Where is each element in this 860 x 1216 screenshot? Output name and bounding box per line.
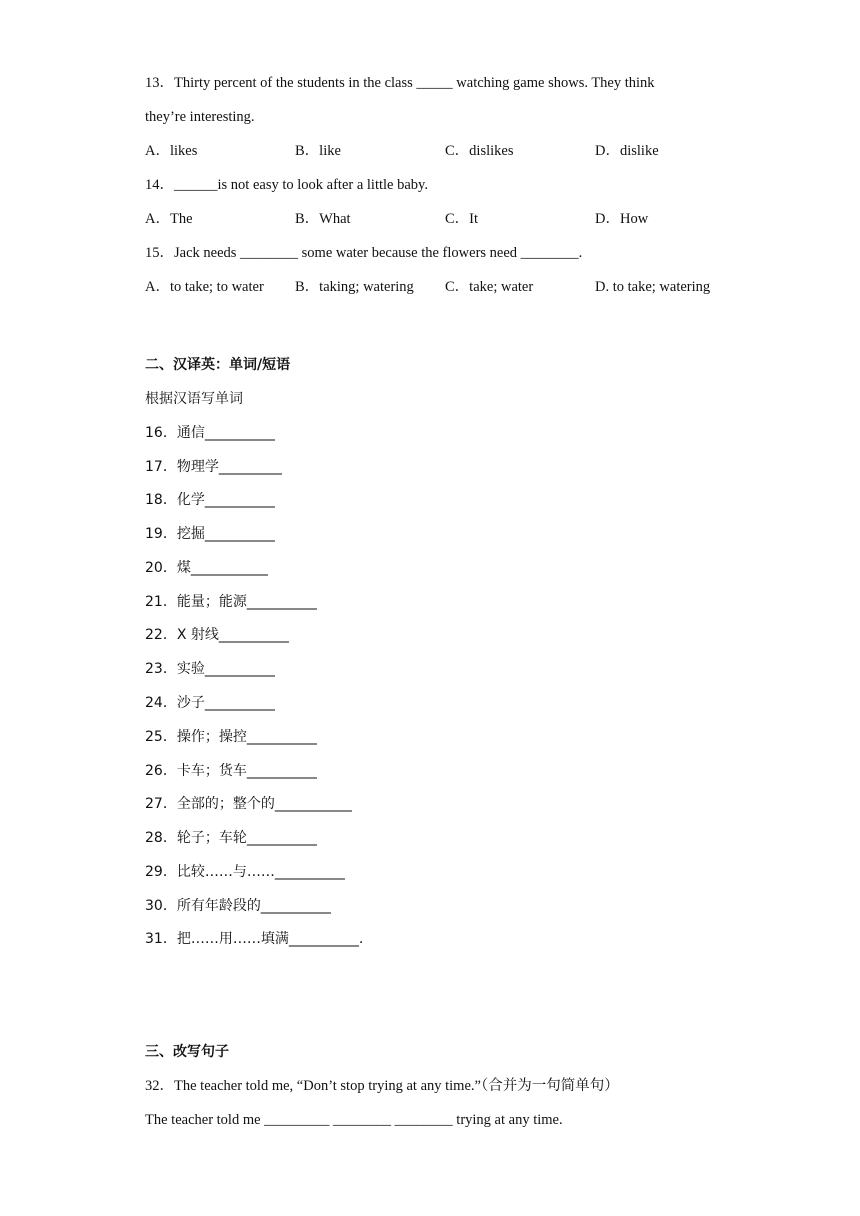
q32-answer-line: The teacher told me _________ ________ ________ trying at any time.	[145, 1112, 563, 1128]
q14-option-c[interactable]: C．It	[445, 211, 479, 227]
vocab-item: 24．沙子__________	[145, 695, 275, 711]
vocab-item: 30．所有年龄段的__________	[145, 898, 331, 914]
q13-option-d[interactable]: D．dislike	[595, 143, 659, 159]
q15-option-b[interactable]: B．taking; watering	[295, 279, 414, 295]
section2-heading: 二、汉译英：单词/短语	[145, 357, 291, 373]
vocab-item: 18．化学__________	[145, 492, 275, 508]
q14-option-a[interactable]: A．The	[145, 211, 193, 227]
q14-option-d[interactable]: D．How	[595, 211, 649, 227]
q14-option-b[interactable]: B．What	[295, 211, 351, 227]
q15-option-c[interactable]: C．take; water	[445, 279, 534, 295]
vocab-item: 27．全部的；整个的___________	[145, 796, 352, 812]
q14-text: 14．______is not easy to look after a little baby.	[145, 177, 428, 193]
section2-instruction: 根据汉语写单词	[145, 391, 243, 407]
q13-line2: they’re interesting.	[145, 109, 255, 125]
q15-option-a[interactable]: A．to take; to water	[145, 279, 264, 295]
section3-heading: 三、改写句子	[145, 1044, 229, 1060]
q13-option-a[interactable]: A．likes	[145, 143, 198, 159]
q15-option-d[interactable]: D. to take; watering	[595, 279, 711, 295]
vocab-item: 21．能量；能源__________	[145, 594, 317, 610]
vocab-item: 22．X 射线__________	[145, 627, 289, 643]
vocab-item: 19．挖掘__________	[145, 526, 275, 542]
vocab-item: 31．把……用……填满__________.	[145, 931, 364, 947]
vocab-item: 28．轮子；车轮__________	[145, 830, 317, 846]
q13-line1: 13．Thirty percent of the students in the class _____ watching game shows. They think	[145, 75, 655, 91]
q32-text: 32．The teacher told me, “Don’t stop trying at any time.”（合并为一句简单句）	[145, 1078, 619, 1094]
vocab-item: 16．通信__________	[145, 425, 275, 441]
vocab-item: 29．比较……与……__________	[145, 864, 345, 880]
vocab-item: 20．煤___________	[145, 560, 268, 576]
q13-option-b[interactable]: B．like	[295, 143, 341, 159]
vocab-item: 17．物理学_________	[145, 459, 282, 475]
vocab-item: 26．卡车；货车__________	[145, 763, 317, 779]
q15-text: 15．Jack needs ________ some water because the flowers need ________.	[145, 245, 583, 261]
vocab-item: 23．实验__________	[145, 661, 275, 677]
q13-option-c[interactable]: C．dislikes	[445, 143, 514, 159]
vocab-item: 25．操作；操控__________	[145, 729, 317, 745]
